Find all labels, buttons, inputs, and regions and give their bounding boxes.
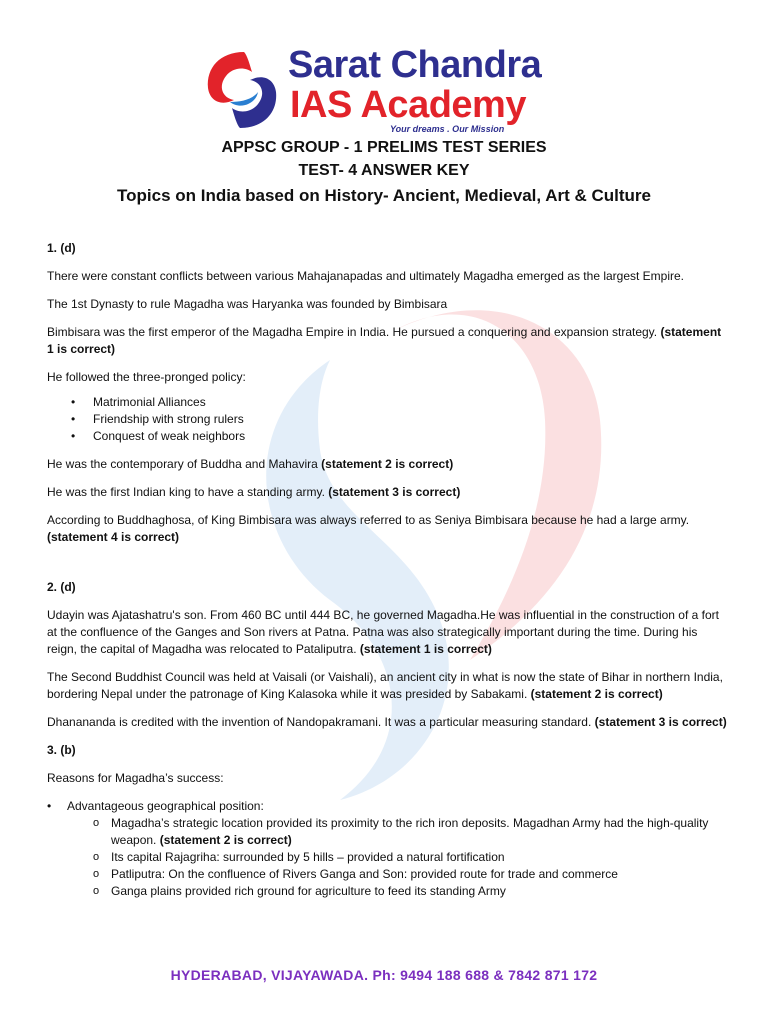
q1-paragraph	[47, 484, 727, 501]
q2-paragraph	[47, 714, 727, 731]
answer-key-title: TEST- 4 ANSWER KEY	[298, 162, 470, 179]
statement-tag: (statement 1 is correct)	[47, 325, 722, 356]
q1-paragraph	[47, 512, 727, 546]
q2-text: Dhanananda is credited with the invention of Nandopakramani. It was a particular measuring standard.	[47, 715, 592, 729]
academy-logo	[200, 44, 580, 136]
sub-reason-text: Magadha’s strategic location provided its proximity to the rich iron deposits. Magadhan Army had the high-quality weapon.	[111, 816, 709, 847]
answer-content	[47, 240, 727, 900]
list-item: o Its capital Rajagriha: surrounded by 5 hills – provided a natural fortification	[111, 849, 727, 866]
list-item: • Matrimonial Alliances	[93, 394, 727, 411]
list-item	[111, 815, 727, 849]
reason-heading: Advantageous geographical position:	[67, 799, 264, 813]
list-item	[67, 798, 727, 900]
q2-text: The Second Buddhist Council was held at Vaisali (or Vaishali), an ancient city in what is now the state of Bihar in northern India, bordering Nepal under the patronage of King Kalasoka while it was presided by Sabakami.	[47, 670, 723, 701]
question-1-number: 1. (d)	[47, 241, 76, 255]
footer-contact: HYDERABAD, VIJAYAWADA. Ph: 9494 188 688 & 7842 871 172	[170, 967, 598, 983]
swirl-s-logo-icon	[200, 48, 284, 132]
statement-tag: (statement 2 is correct)	[159, 833, 292, 847]
q1-text: According to Buddhaghosa, of King Bimbisara was always referred to as Seniya Bimbisara because he had a large army.	[47, 513, 690, 527]
success-reasons-list	[47, 798, 727, 900]
q2-paragraph	[47, 669, 727, 703]
policy-list	[47, 394, 727, 445]
topics-title: Topics on India based on History- Ancient, Medieval, Art & Culture	[117, 186, 651, 205]
test-series-title: APPSC GROUP - 1 PRELIMS TEST SERIES	[221, 139, 547, 156]
q1-paragraph: He followed the three-pronged policy:	[47, 370, 246, 384]
q2-text: Udayin was Ajatashatru's son. From 460 BC until 444 BC, he governed Magadha.He was influential in the construction of a fort at the confluence of the Ganges and Son rivers at Patna. Patna was also strategically important during the time. During his reign, the capital of Magadha was relocated to Pataliputra.	[47, 608, 719, 656]
q1-text: Bimbisara was the first emperor of the Magadha Empire in India. He pursued a conquering and expansion strategy.	[47, 325, 658, 339]
q1-paragraph	[47, 324, 727, 358]
q1-text: He was the first Indian king to have a standing army.	[47, 485, 325, 499]
statement-tag: (statement 1 is correct)	[359, 642, 492, 656]
question-2-number: 2. (d)	[47, 580, 76, 594]
statement-tag: (statement 2 is correct)	[321, 457, 454, 471]
question-3-number: 3. (b)	[47, 743, 76, 757]
statement-tag: (statement 4 is correct)	[47, 530, 180, 544]
brand-tagline: Your dreams . Our Mission	[390, 124, 505, 134]
list-item: o Patliputra: On the confluence of Rivers Ganga and Son: provided route for trade and commerce	[111, 866, 727, 883]
q1-paragraph: There were constant conflicts between various Mahajanapadas and ultimately Magadha emerged as the largest Empire.	[47, 269, 685, 283]
statement-tag: (statement 3 is correct)	[328, 485, 461, 499]
sub-reasons-list	[67, 815, 727, 900]
list-item: o Ganga plains provided rich ground for agriculture to feed its standing Army	[111, 883, 727, 900]
list-item: • Friendship with strong rulers	[93, 411, 727, 428]
q1-text: He was the contemporary of Buddha and Mahavira	[47, 457, 318, 471]
q2-paragraph	[47, 607, 727, 658]
brand-name-line1: Sarat Chandra	[288, 44, 542, 86]
q1-paragraph	[47, 456, 727, 473]
brand-name-line2: IAS Academy	[290, 84, 526, 126]
statement-tag: (statement 2 is correct)	[530, 687, 663, 701]
statement-tag: (statement 3 is correct)	[594, 715, 727, 729]
q3-intro: Reasons for Magadha’s success:	[47, 771, 224, 785]
list-item: • Conquest of weak neighbors	[93, 428, 727, 445]
q1-paragraph: The 1st Dynasty to rule Magadha was Haryanka was founded by Bimbisara	[47, 297, 448, 311]
